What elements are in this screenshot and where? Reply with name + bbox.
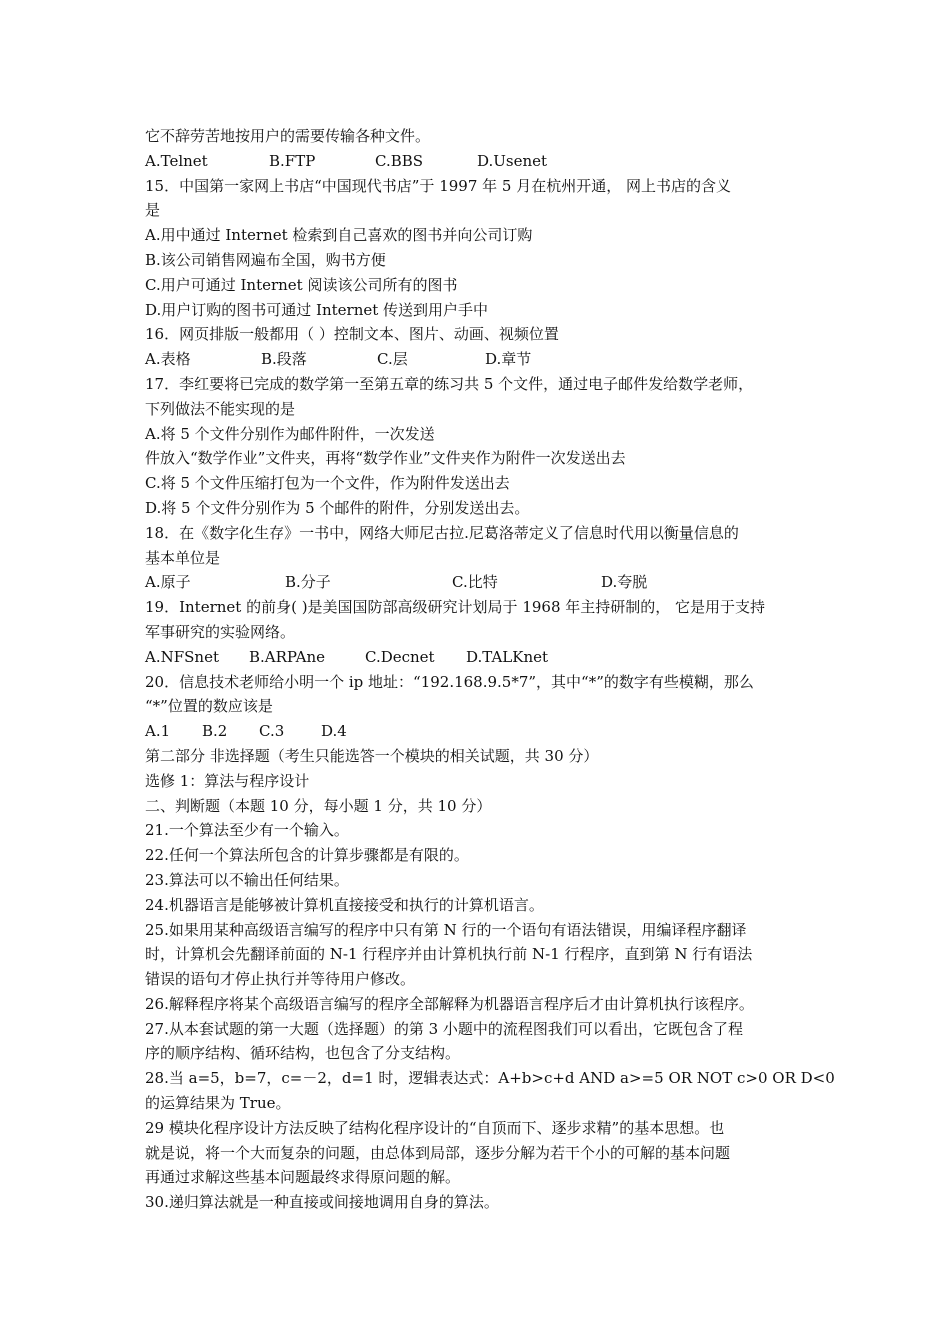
option: B.段落 (261, 350, 307, 369)
option: D.夸脱 (601, 573, 648, 592)
text-line: C.用户可通过 Internet 阅读该公司所有的图书 (145, 275, 458, 294)
question-28: 28.当 a=5，b=7，c=－2，d=1 时，逻辑表达式：A+b>c+d AND a>=5 OR NOT c>0 OR D<0 (145, 1069, 835, 1088)
text-line: B.该公司销售网遍布全国，购书方便 (145, 250, 386, 269)
module-heading: 选修 1：算法与程序设计 (145, 771, 310, 790)
option: A.1 (145, 722, 171, 741)
question-25: 25.如果用某种高级语言编写的程序中只有第 N 行的一个语句有语法错误，用编译程序翻译 (145, 920, 747, 939)
question-15: 15．中国第一家网上书店“中国现代书店”于 1997 年 5 月在杭州开通， 网上书店的含义 (145, 176, 731, 195)
question-24: 24.机器语言是能够被计算机直接接受和执行的计算机语言。 (145, 895, 544, 914)
question-23: 23.算法可以不输出任何结果。 (145, 870, 349, 889)
option: C.层 (377, 350, 408, 369)
text-line: 再通过求解这些基本问题最终求得原问题的解。 (145, 1168, 461, 1187)
question-18: 18．在《数字化生存》一书中，网络大师尼古拉.尼葛洛蒂定义了信息时代用以衡量信息的 (145, 523, 739, 542)
option: B.FTP (269, 151, 316, 170)
question-22: 22.任何一个算法所包含的计算步骤都是有限的。 (145, 846, 469, 865)
question-21: 21.一个算法至少有一个输入。 (145, 821, 349, 840)
text-line: 下列做法不能实现的是 (145, 399, 296, 418)
question-27: 27.从本套试题的第一大题（选择题）的第 3 小题中的流程图我们可以看出，它既包含了程 (145, 1019, 743, 1038)
question-19: 19．Internet 的前身( )是美国国防部高级研究计划局于 1968 年主持研制的， 它是用于支持 (145, 598, 766, 617)
option: A.Telnet (145, 151, 208, 170)
option: D.4 (321, 722, 347, 741)
question-26: 26.解释程序将某个高级语言编写的程序全部解释为机器语言程序后才由计算机执行该程序。 (145, 994, 754, 1013)
question-17: 17．李红要将已完成的数学第一至第五章的练习共 5 个文件，通过电子邮件发给数学老师， (145, 374, 754, 393)
option: A.NFSnet (145, 647, 219, 666)
options-row (145, 570, 825, 595)
text-line: 时，计算机会先翻译前面的 N-1 行程序并由计算机执行前 N-1 行程序，直到第 N 行有语法 (145, 945, 753, 964)
page-content (145, 124, 835, 1215)
text-line: 基本单位是 (145, 548, 221, 567)
text-line: 就是说，将一个大而复杂的问题，由总体到局部，逐步分解为若干个小的可解的基本问题 (145, 1143, 731, 1162)
text-line: C.将 5 个文件压缩打包为一个文件，作为附件发送出去 (145, 474, 510, 493)
options-row (145, 645, 825, 670)
text-line: 它不辞劳苦地按用户的需要传输各种文件。 (145, 127, 431, 145)
text-line: “*”位置的数应该是 (145, 697, 273, 716)
option: A.原子 (145, 573, 191, 592)
option: D.章节 (485, 350, 532, 369)
option: C.Decnet (365, 647, 435, 666)
option: B.2 (202, 722, 228, 741)
text-line: 的运算结果为 True。 (145, 1094, 291, 1113)
option: D.TALKnet (466, 647, 549, 666)
text-line: 是 (145, 201, 161, 220)
option: C.比特 (452, 573, 498, 592)
option: A.表格 (145, 350, 191, 369)
options-row (145, 719, 825, 744)
option: D.Usenet (477, 151, 548, 170)
text-line: 件放入“数学作业”文件夹，再将“数学作业”文件夹作为附件一次发送出去 (145, 449, 626, 468)
section-heading: 第二部分 非选择题（考生只能选答一个模块的相关试题，共 30 分） (145, 746, 599, 765)
option: B.ARPAne (249, 647, 326, 666)
text-line: D.将 5 个文件分别作为 5 个邮件的附件，分别发送出去。 (145, 498, 530, 517)
text-line: 序的顺序结构、循环结构，也包含了分支结构。 (145, 1044, 461, 1063)
text-line: A.用中通过 Internet 检索到自己喜欢的图书并向公司订购 (145, 226, 533, 245)
question-29: 29 模块化程序设计方法反映了结构化程序设计的“自顶而下、逐步求精”的基本思想。也 (145, 1118, 725, 1137)
option: B.分子 (285, 573, 331, 592)
text-line: A.将 5 个文件分别作为邮件附件，一次发送 (145, 424, 435, 443)
question-30: 30.递归算法就是一种直接或间接地调用自身的算法。 (145, 1193, 499, 1212)
option: C.3 (259, 722, 285, 741)
text-line: 错误的语句才停止执行并等待用户修改。 (145, 970, 416, 989)
subsection-heading: 二、判断题（本题 10 分，每小题 1 分，共 10 分） (145, 796, 492, 815)
question-20: 20．信息技术老师给小明一个 ip 地址：“192.168.9.5*7”，其中“*”的数字有些模糊，那么 (145, 672, 754, 691)
text-line: D.用户订购的图书可通过 Internet 传送到用户手中 (145, 300, 489, 319)
question-16: 16．网页排版一般都用（ ）控制文本、图片、动画、视频位置 (145, 325, 559, 344)
options-row (145, 149, 825, 174)
option: C.BBS (375, 151, 424, 170)
options-row (145, 347, 825, 372)
text-line: 军事研究的实验网络。 (145, 622, 296, 641)
